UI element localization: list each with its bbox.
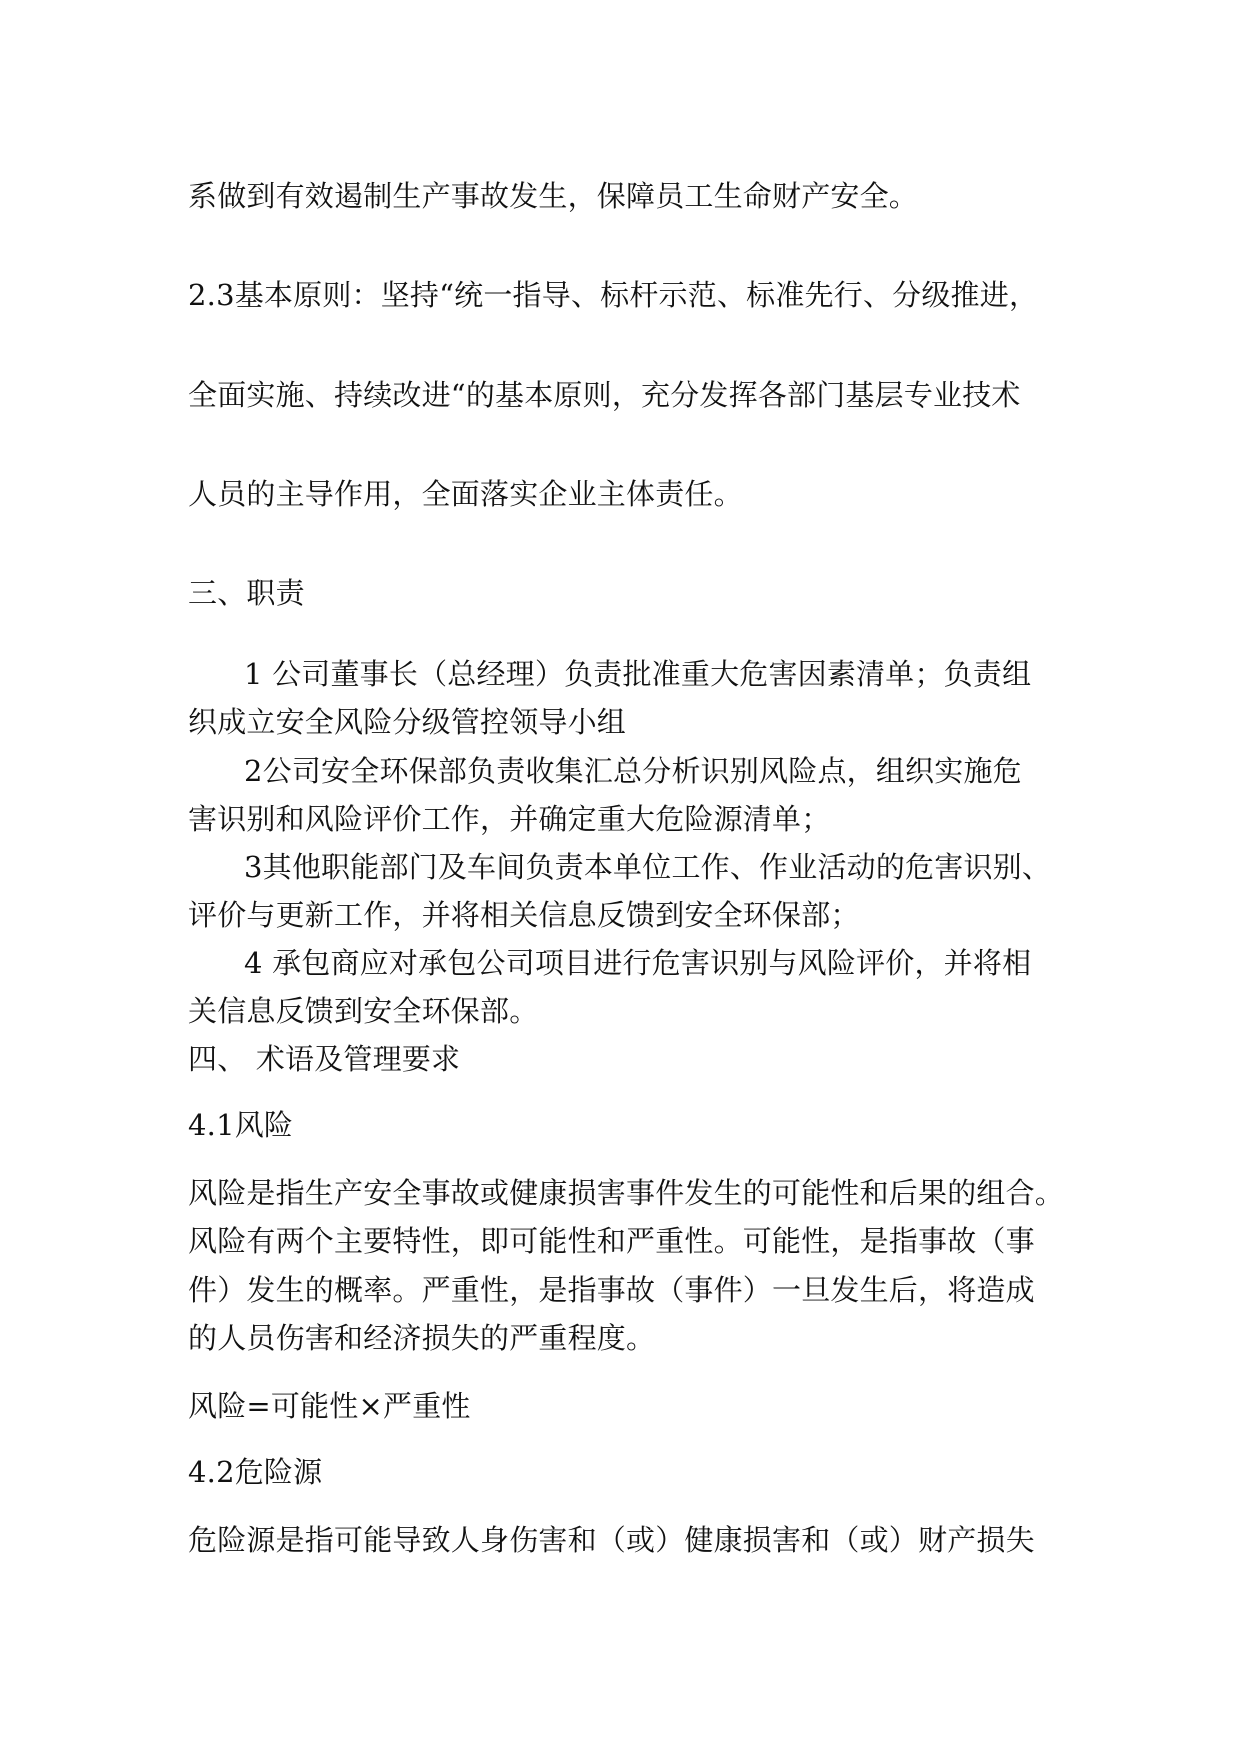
paragraph-line: 危险源是指可能导致人身伤害和（或）健康损害和（或）财产损失 [188,1523,1035,1557]
subsection-heading: 4.1风险 [188,1108,294,1142]
paragraph-line: 评价与更新工作，并将相关信息反馈到安全环保部； [188,898,860,932]
paragraph-line: 人员的主导作用，全面落实企业主体责任。 [188,477,743,511]
subsection-heading: 4.2危险源 [188,1455,323,1489]
paragraph-line: 2公司安全环保部负责收集汇总分析识别风险点，组织实施危 [244,754,1022,788]
paragraph-line: 2.3基本原则：坚持“统一指导、标杆示范、标准先行、分级推进， [188,278,1039,312]
section-heading: 三、职责 [188,576,305,610]
paragraph-line: 件）发生的概率。严重性，是指事故（事件）一旦发生后，将造成 [188,1273,1035,1307]
formula-line: 风险=可能性×严重性 [188,1389,471,1423]
paragraph-line: 风险有两个主要特性，即可能性和严重性。可能性，是指事故（事 [188,1224,1035,1258]
paragraph-line: 害识别和风险评价工作，并确定重大危险源清单； [188,802,831,836]
paragraph-line: 织成立安全风险分级管控领导小组 [188,705,627,739]
paragraph-line: 风险是指生产安全事故或健康损害事件发生的可能性和后果的组合。 [188,1176,1065,1210]
paragraph-line: 1 公司董事长（总经理）负责批准重大危害因素清单；负责组 [244,657,1032,691]
paragraph-line: 3其他职能部门及车间负责本单位工作、作业活动的危害识别、 [244,850,1052,884]
section-heading: 四、 术语及管理要求 [188,1042,461,1076]
paragraph-line: 4 承包商应对承包公司项目进行危害识别与风险评价，并将相 [244,946,1032,980]
paragraph-line: 全面实施、持续改进“的基本原则，充分发挥各部门基层专业技术 [188,378,1021,412]
paragraph-line: 关信息反馈到安全环保部。 [188,994,539,1028]
paragraph-line: 系做到有效遏制生产事故发生，保障员工生命财产安全。 [188,179,919,213]
paragraph-line: 的人员伤害和经济损失的严重程度。 [188,1321,656,1355]
